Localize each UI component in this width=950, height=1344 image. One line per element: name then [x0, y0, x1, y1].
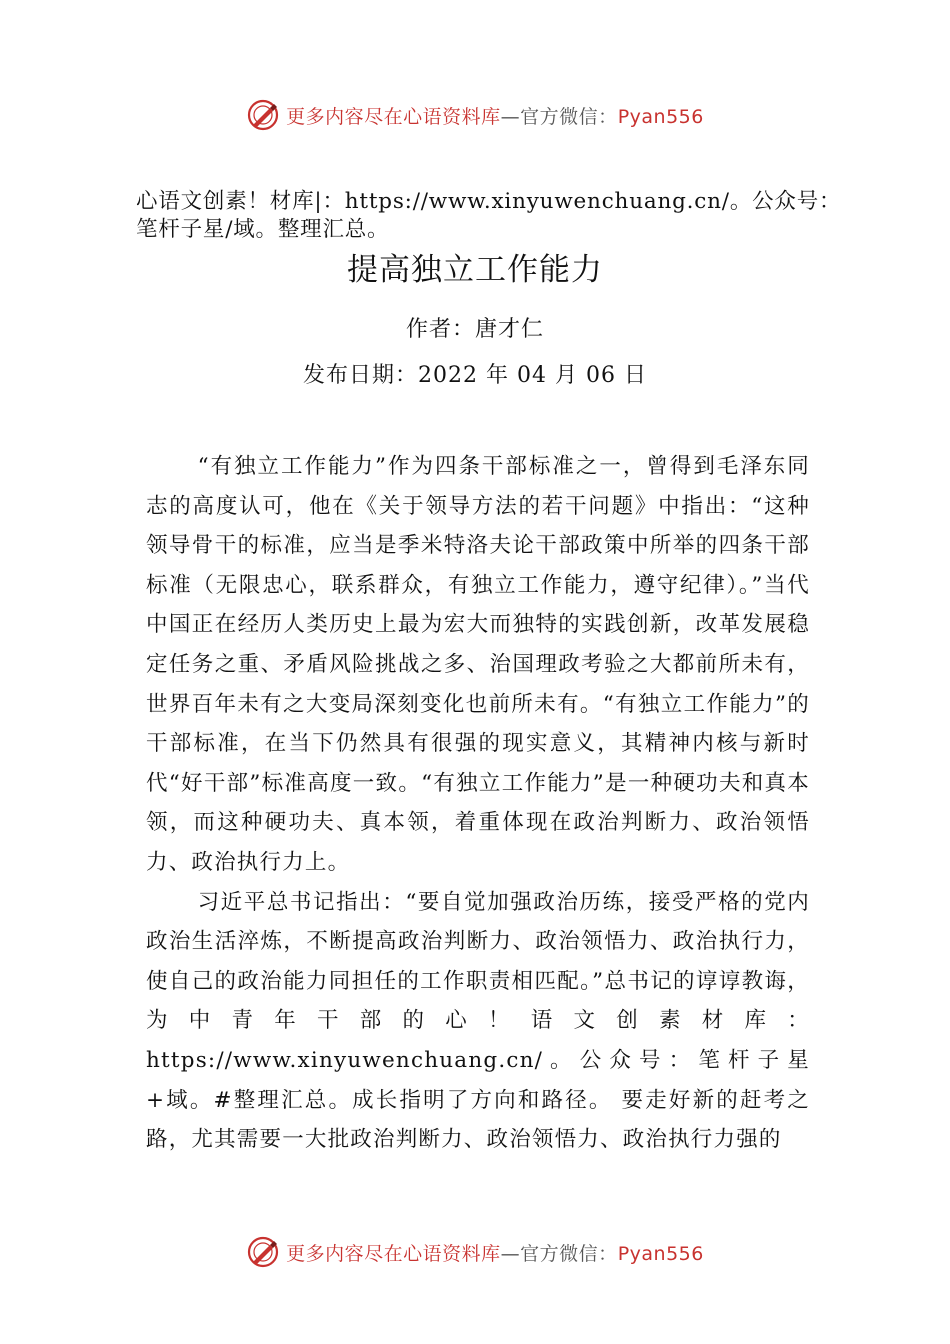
source-note: 心语文创素！材库|：https://www.xinyuwenchuang.cn/。公众号：笔杆子星/域。整理汇总。 [136, 189, 842, 242]
banner-main-text: 更多内容尽在心语资料库 [286, 1242, 501, 1265]
banner-main-text: 更多内容尽在心语资料库 [286, 105, 501, 128]
article-paragraph: 习近平总书记指出：“要自觉加强政治历练，接受严格的党内政治生活淬炼，不断提高政治判断力、政治领悟力、政治执行力，使自己的政治能力同担任的工作职责相匹配。”总书记的谆谆教诲，为中青年干部的心！语文创素材库：https://www.xinyuwenchuang.cn/。公众号：笔杆子星+域。#整理汇总。成长指明了方向和路径。 要走好新的赶考之路，尤其需要一大批政治判断力、政治领悟力、政治执行力强的 [146, 889, 810, 1153]
banner-wechat-id: Pyan556 [617, 1242, 704, 1265]
article-body [146, 447, 810, 1160]
banner-text [286, 1239, 704, 1266]
article-date: 发布日期：2022 年 04 月 06 日 [303, 363, 647, 388]
banner-wechat-id: Pyan556 [617, 105, 704, 128]
fountain-pen-seal-icon [246, 98, 280, 132]
banner-separator: — [500, 105, 521, 128]
header-banner [0, 95, 950, 135]
banner-label: 官方微信： [520, 105, 618, 128]
banner-text [286, 102, 704, 129]
article-author: 作者：唐才仁 [405, 317, 544, 342]
article-title: 提高独立工作能力 [347, 252, 603, 288]
banner-separator: — [500, 1242, 521, 1265]
article-paragraph: “有独立工作能力”作为四条干部标准之一，曾得到毛泽东同志的高度认可，他在《关于领导方法的若干问题》中指出：“这种领导骨干的标准，应当是季米特洛夫论干部政策中所举的四条干部标准（无限忠心，联系群众，有独立工作能力，遵守纪律）。”当代中国正在经历人类历史上最为宏大而独特的实践创新，改革发展稳定任务之重、矛盾风险挑战之多、治国理政考验之大都前所未有，世界百年未有之大变局深刻变化也前所未有。“有独立工作能力”的干部标准，在当下仍然具有很强的现实意义，其精神内核与新时代“好干部”标准高度一致。“有独立工作能力”是一种硬功夫和真本领，而这种硬功夫、真本领，着重体现在政治判断力、政治领悟力、政治执行力上。 [146, 454, 810, 875]
footer-banner [0, 1232, 950, 1272]
banner-label: 官方微信： [520, 1242, 618, 1265]
fountain-pen-seal-icon [246, 1235, 280, 1269]
